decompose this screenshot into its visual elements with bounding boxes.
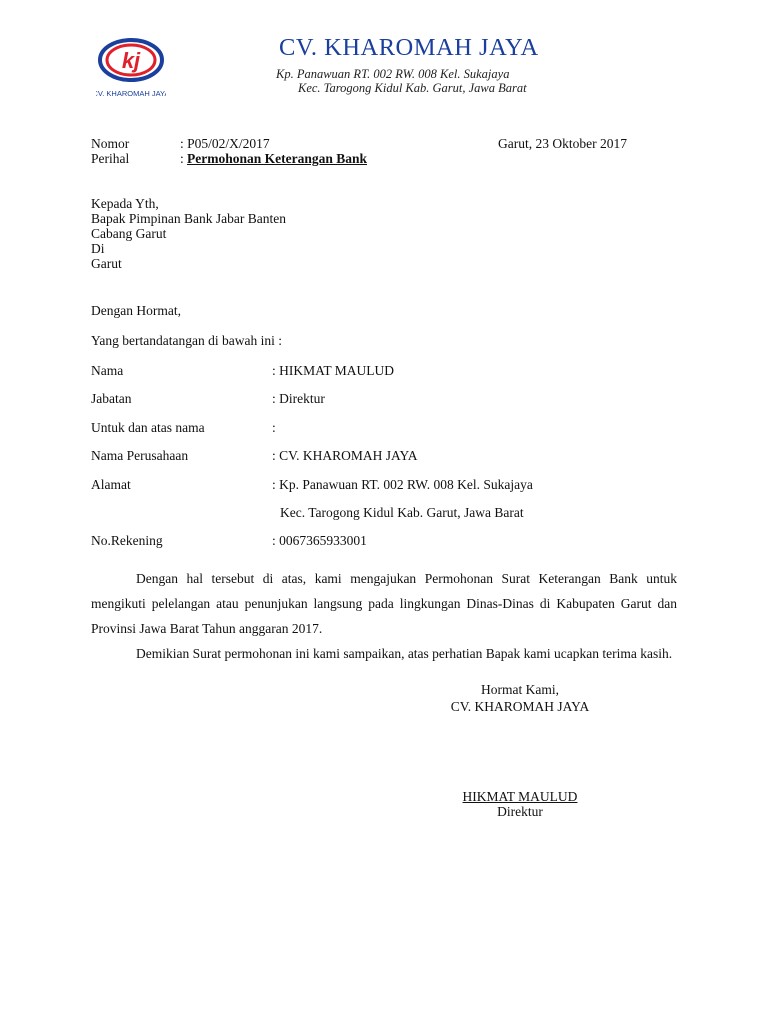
nomor-value: : P05/02/X/2017 [180, 136, 270, 151]
detail-value-continued: Kec. Tarogong Kidul Kab. Garut, Jawa Barat [280, 505, 524, 520]
detail-label: Jabatan [91, 391, 132, 406]
detail-value: : CV. KHAROMAH JAYA [272, 448, 418, 463]
recipient-line: Kepada Yth, [91, 196, 159, 211]
perihal-label: Perihal [91, 151, 130, 166]
detail-label: Untuk dan atas nama [91, 420, 205, 435]
signer-title: Direktur [497, 804, 543, 819]
detail-label: Nama [91, 363, 124, 378]
recipient-line: Bapak Pimpinan Bank Jabar Banten [91, 211, 286, 226]
detail-value: : Kp. Panawuan RT. 002 RW. 008 Kel. Sukajaya [272, 477, 533, 492]
body-paragraph-2: Demikian Surat permohonan ini kami sampaikan, atas perhatian Bapak kami ucapkan terima kasih. [136, 646, 673, 661]
company-address-line1: Kp. Panawuan RT. 002 RW. 008 Kel. Sukajaya [276, 67, 510, 81]
svg-text:CV. KHAROMAH JAYA: CV. KHAROMAH JAYA [96, 89, 166, 98]
place-date: Garut, 23 Oktober 2017 [498, 136, 627, 151]
detail-label: Nama Perusahaan [91, 448, 189, 463]
closing-block [430, 681, 610, 715]
closing-company: CV. KHAROMAH JAYA [450, 699, 590, 714]
detail-value: : HIKMAT MAULUD [272, 363, 395, 378]
perihal-colon: : [180, 151, 184, 166]
detail-label: No.Rekening [91, 533, 163, 548]
company-logo [96, 38, 166, 100]
body-paragraph-1: Dengan hal tersebut di atas, kami mengajukan Permohonan Surat Keterangan Bank untuk mengikuti pelelangan atau penunjukan langsung pada lingkungan Dinas-Dinas di Kabupaten Garut dan Provinsi Jawa Barat Tahun anggaran 2017. [91, 571, 677, 636]
company-name: CV. KHAROMAH JAYA [279, 34, 539, 61]
company-address-line2: Kec. Tarogong Kidul Kab. Garut, Jawa Barat [298, 81, 527, 95]
detail-value: : [272, 420, 276, 435]
letter-body [91, 566, 677, 666]
svg-text:kj: kj [121, 48, 141, 73]
recipient-line: Garut [91, 256, 122, 271]
recipient-line: Di [91, 241, 105, 256]
signature-block [430, 789, 610, 819]
recipient-line: Cabang Garut [91, 226, 167, 241]
signer-name: HIKMAT MAULUD [462, 789, 578, 804]
detail-value: : 0067365933001 [272, 533, 367, 548]
nomor-label: Nomor [91, 136, 130, 151]
intro-text: Yang bertandatangan di bawah ini : [91, 333, 282, 348]
detail-value: : Direktur [272, 391, 325, 406]
perihal-value: Permohonan Keterangan Bank [187, 151, 368, 166]
detail-label: Alamat [91, 477, 131, 492]
greeting: Dengan Hormat, [91, 303, 181, 318]
closing-salutation: Hormat Kami, [481, 682, 559, 697]
